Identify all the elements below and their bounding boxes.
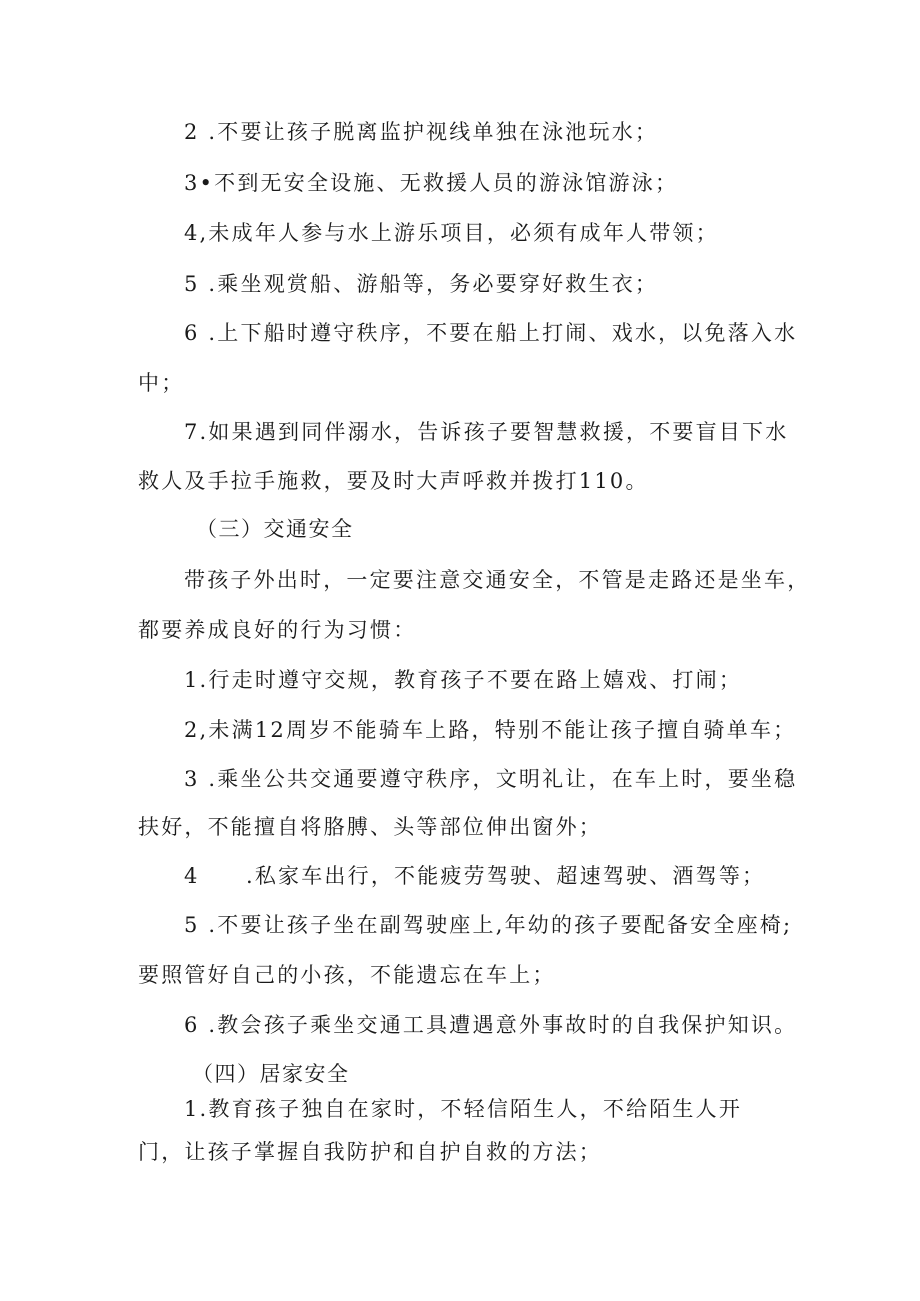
traffic-intro-cont: 都要养成良好的行为习惯： <box>138 618 417 642</box>
section-heading-traffic-safety: （三）交通安全 <box>196 517 354 541</box>
traffic-safety-item-2: 2,未满12周岁不能骑车上路，特别不能让孩子擅自骑单车； <box>184 718 797 742</box>
traffic-safety-item-3-cont: 扶好，不能擅自将胳膊、头等部位伸出窗外； <box>138 815 602 839</box>
traffic-safety-item-5-cont: 要照管好自己的小孩，不能遗忘在车上； <box>138 963 556 987</box>
water-safety-item-4: 4,未成年人参与水上游乐项目，必须有成年人带领； <box>184 221 719 245</box>
traffic-intro: 带孩子外出时，一定要注意交通安全，不管是走路还是坐车， <box>184 568 811 592</box>
home-safety-item-1-cont: 门，让孩子掌握自我防护和自护自救的方法； <box>138 1140 602 1164</box>
traffic-safety-item-3: 3 .乘坐公共交通要遵守秩序，文明礼让，在车上时，要坐稳 <box>184 767 798 791</box>
traffic-safety-item-4: 4 .私家车出行，不能疲劳驾驶、超速驾驶、酒驾等； <box>184 864 766 888</box>
traffic-safety-item-5: 5 .不要让孩子坐在副驾驶座上,年幼的孩子要配备安全座椅; <box>184 913 793 937</box>
home-safety-item-1: 1.教育孩子独自在家时，不轻信陌生人，不给陌生人开 <box>184 1097 743 1121</box>
water-safety-item-5: 5 .乘坐观赏船、游船等，务必要穿好救生衣； <box>184 272 659 296</box>
traffic-safety-item-1: 1.行走时遵守交规，教育孩子不要在路上嬉戏、打闹； <box>184 668 743 692</box>
water-safety-item-3: 3•不到无安全设施、无救援人员的游泳馆游泳； <box>184 171 679 195</box>
water-safety-item-2: 2 .不要让孩子脱离监护视线单独在泳池玩水； <box>184 120 659 144</box>
traffic-safety-item-6: 6 .教会孩子乘坐交通工具遭遇意外事故时的自我保护知识。 <box>184 1013 798 1037</box>
water-safety-item-6-cont: 中； <box>138 371 185 395</box>
water-safety-item-7-cont: 救人及手拉手施救，要及时大声呼救并拨打110。 <box>138 469 649 493</box>
water-safety-item-6: 6 .上下船时遵守秩序，不要在船上打闹、戏水，以免落入水 <box>184 321 798 345</box>
water-safety-item-7: 7.如果遇到同伴溺水，告诉孩子要智慧救援，不要盲目下水 <box>184 420 789 444</box>
section-heading-home-safety: （四）居家安全 <box>192 1062 350 1086</box>
